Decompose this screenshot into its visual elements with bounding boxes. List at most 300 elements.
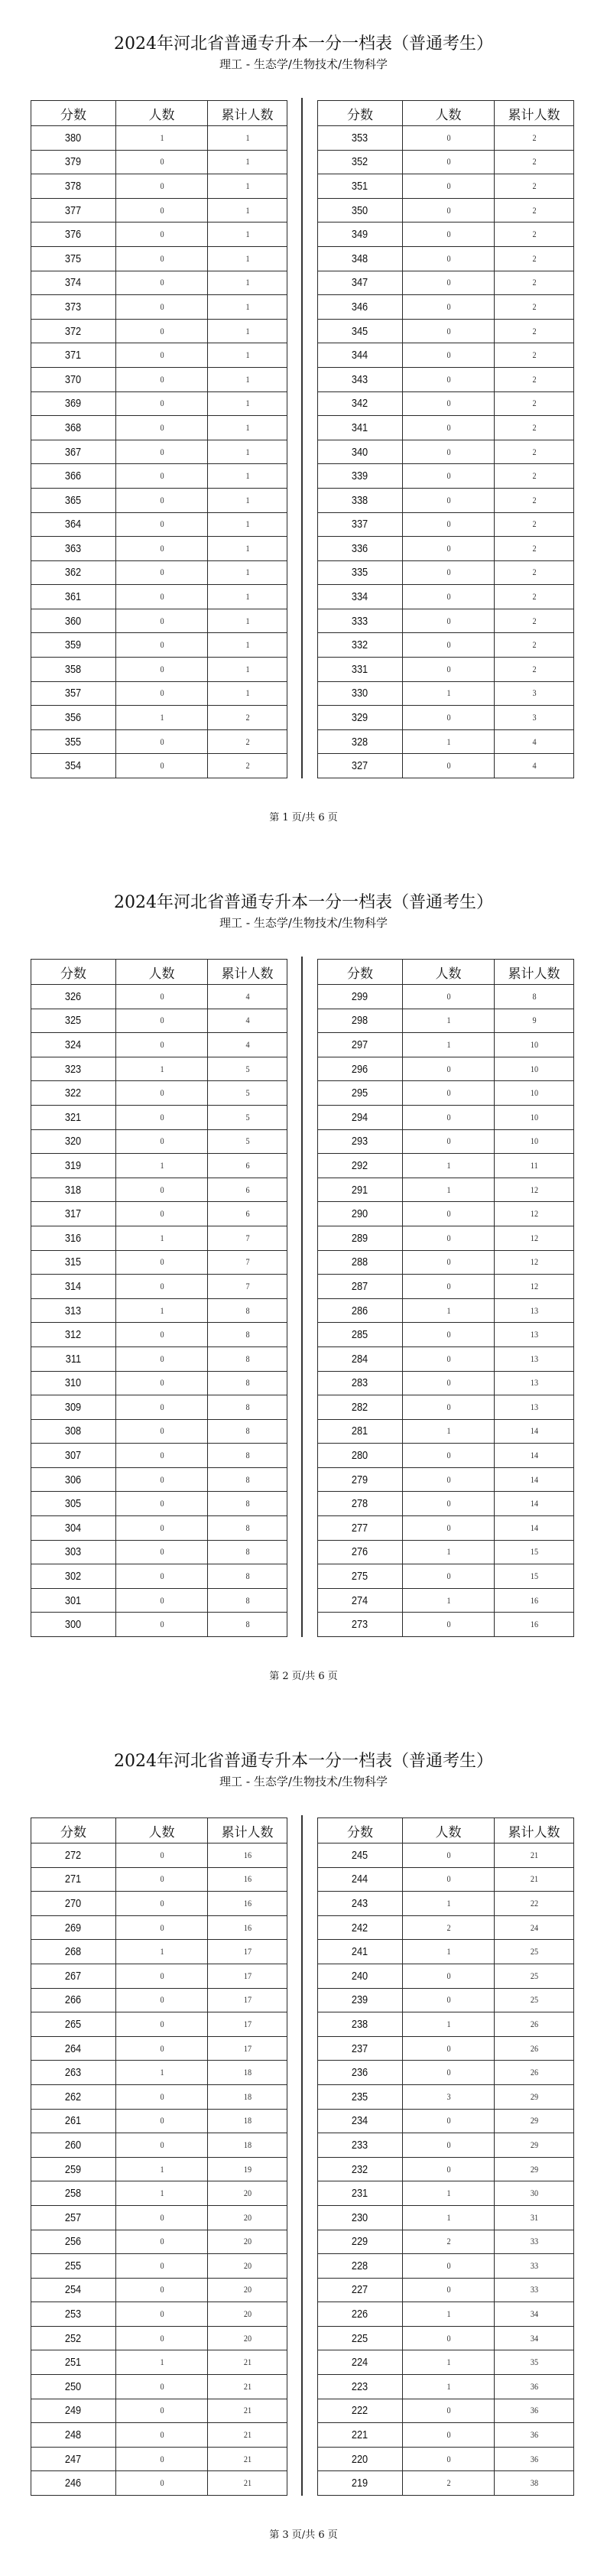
cumulative-value: 21 bbox=[530, 1873, 538, 1885]
table-row bbox=[318, 1105, 573, 1129]
cell-cumulative bbox=[494, 2037, 573, 2061]
page-title: 2024年河北省普通专升本一分一档表（普通考生） bbox=[114, 893, 493, 912]
score-value: 278 bbox=[352, 1497, 368, 1511]
count-value: 0 bbox=[159, 1522, 164, 1533]
table-row bbox=[318, 1057, 573, 1081]
score-value: 299 bbox=[352, 989, 368, 1003]
cumulative-value: 29 bbox=[530, 2139, 538, 2150]
score-value: 295 bbox=[352, 1087, 368, 1100]
score-value: 319 bbox=[65, 1158, 82, 1172]
table-row bbox=[31, 1201, 287, 1226]
table-row bbox=[31, 343, 287, 367]
table-row bbox=[318, 1612, 573, 1636]
cell-score bbox=[318, 1323, 402, 1346]
cell-cumulative bbox=[494, 2133, 573, 2157]
column-divider bbox=[301, 98, 303, 778]
cell-cumulative bbox=[494, 1154, 573, 1178]
score-value: 238 bbox=[352, 2017, 368, 2031]
count-value: 0 bbox=[446, 591, 451, 603]
table-row bbox=[318, 632, 573, 657]
cell-count bbox=[115, 658, 207, 681]
cell-cumulative bbox=[494, 633, 573, 657]
cell-cumulative bbox=[207, 1492, 287, 1515]
table-row bbox=[318, 246, 573, 271]
count-value: 0 bbox=[446, 542, 451, 554]
count-value: 0 bbox=[159, 1450, 164, 1461]
table-row bbox=[318, 1588, 573, 1613]
count-value: 0 bbox=[159, 1619, 164, 1630]
score-value: 285 bbox=[352, 1328, 368, 1342]
cumulative-value: 1 bbox=[245, 591, 250, 603]
cumulative-value: 31 bbox=[530, 2211, 538, 2223]
count-value: 0 bbox=[446, 398, 451, 409]
count-value: 0 bbox=[159, 1970, 164, 1981]
cell-cumulative bbox=[207, 561, 287, 585]
count-value: 0 bbox=[159, 300, 164, 312]
count-value: 1 bbox=[446, 2188, 451, 2199]
cell-count bbox=[115, 1395, 207, 1419]
cumulative-value: 26 bbox=[530, 2042, 538, 2054]
count-value: 1 bbox=[159, 1159, 164, 1171]
table-row bbox=[318, 2422, 573, 2447]
cell-score bbox=[318, 1916, 402, 1940]
count-value: 0 bbox=[446, 2405, 451, 2416]
cell-count bbox=[115, 223, 207, 246]
cell-count bbox=[402, 2181, 494, 2205]
count-value: 0 bbox=[159, 615, 164, 626]
table-row bbox=[31, 1564, 287, 1588]
cell-score bbox=[318, 2037, 402, 2061]
count-value: 0 bbox=[446, 615, 451, 626]
table-row bbox=[318, 415, 573, 440]
cell-cumulative bbox=[494, 706, 573, 729]
cell-count bbox=[402, 416, 494, 440]
cell-count bbox=[402, 2375, 494, 2399]
count-value: 1 bbox=[446, 1015, 451, 1026]
cell-cumulative bbox=[494, 1468, 573, 1492]
score-value: 331 bbox=[352, 662, 368, 676]
score-value: 338 bbox=[352, 493, 368, 507]
score-value: 360 bbox=[65, 614, 82, 628]
cumulative-value: 36 bbox=[530, 2405, 538, 2416]
cell-score bbox=[31, 1395, 115, 1419]
cell-cumulative bbox=[207, 126, 287, 150]
cell-count bbox=[402, 1057, 494, 1081]
table-row bbox=[31, 536, 287, 560]
count-value: 0 bbox=[446, 2139, 451, 2150]
cell-cumulative bbox=[494, 609, 573, 633]
count-value: 0 bbox=[446, 2067, 451, 2078]
page-subtitle: 理工 - 生态学/生物技术/生物科学 bbox=[219, 916, 388, 930]
cumulative-value: 2 bbox=[531, 180, 537, 191]
cell-score bbox=[318, 2254, 402, 2278]
cell-score bbox=[31, 1868, 115, 1892]
table-row bbox=[31, 1080, 287, 1105]
cumulative-value: 35 bbox=[530, 2357, 538, 2368]
cumulative-value: 26 bbox=[530, 2067, 538, 2078]
cell-score bbox=[31, 2085, 115, 2109]
cell-score bbox=[31, 392, 115, 416]
table-row bbox=[318, 1080, 573, 1105]
cell-count bbox=[115, 1226, 207, 1250]
table-row bbox=[318, 2109, 573, 2133]
count-value: 0 bbox=[159, 277, 164, 288]
cumulative-value: 29 bbox=[530, 2163, 538, 2175]
cell-cumulative bbox=[494, 2110, 573, 2133]
cell-cumulative bbox=[207, 1989, 287, 2012]
cell-score bbox=[318, 199, 402, 223]
table-row bbox=[318, 1843, 573, 1867]
cell-count bbox=[115, 1009, 207, 1033]
score-value: 249 bbox=[65, 2404, 82, 2418]
cell-count bbox=[115, 1130, 207, 1154]
count-value: 0 bbox=[446, 2332, 451, 2344]
count-value: 0 bbox=[159, 2211, 164, 2223]
cell-cumulative bbox=[494, 1940, 573, 1964]
score-value: 368 bbox=[65, 421, 82, 434]
table-row bbox=[318, 609, 573, 633]
cell-cumulative bbox=[207, 2350, 287, 2374]
score-value: 224 bbox=[352, 2356, 368, 2370]
cell-count bbox=[115, 1033, 207, 1057]
count-value: 0 bbox=[446, 2042, 451, 2054]
cell-cumulative bbox=[494, 2399, 573, 2423]
cumulative-value: 10 bbox=[530, 1111, 538, 1122]
count-value: 1 bbox=[446, 2211, 451, 2223]
table-row bbox=[318, 2205, 573, 2230]
cell-score bbox=[31, 1492, 115, 1515]
table-row bbox=[31, 271, 287, 295]
cell-count bbox=[402, 1372, 494, 1395]
table-row bbox=[318, 343, 573, 367]
cell-count bbox=[115, 151, 207, 174]
cumulative-value: 2 bbox=[531, 349, 537, 361]
cell-score bbox=[318, 754, 402, 778]
cell-score bbox=[31, 1347, 115, 1371]
header-score: 分数 bbox=[60, 966, 86, 982]
cell-score bbox=[31, 1892, 115, 1915]
count-value: 0 bbox=[446, 1401, 451, 1412]
table-row bbox=[318, 1298, 573, 1323]
table-row bbox=[318, 1032, 573, 1057]
count-value: 0 bbox=[446, 2284, 451, 2295]
cell-cumulative bbox=[207, 1106, 287, 1129]
cumulative-value: 1 bbox=[245, 300, 250, 312]
table-row bbox=[318, 174, 573, 198]
score-value: 300 bbox=[65, 1618, 82, 1632]
score-value: 221 bbox=[352, 2428, 368, 2442]
table-row bbox=[318, 463, 573, 488]
cell-count bbox=[115, 1940, 207, 1964]
table-row bbox=[31, 2181, 287, 2205]
table-row bbox=[31, 2253, 287, 2278]
cell-score bbox=[318, 1516, 402, 1540]
cell-score bbox=[318, 174, 402, 198]
table-row bbox=[318, 2012, 573, 2036]
count-value: 0 bbox=[446, 1377, 451, 1389]
count-value: 0 bbox=[159, 446, 164, 457]
cumulative-value: 8 bbox=[245, 1304, 250, 1316]
count-value: 2 bbox=[446, 2236, 451, 2247]
table-row bbox=[318, 198, 573, 223]
cell-count bbox=[402, 1420, 494, 1444]
cell-count bbox=[115, 1202, 207, 1226]
cumulative-value: 34 bbox=[530, 2332, 538, 2344]
header-cumulative: 累计人数 bbox=[207, 1818, 287, 1843]
cumulative-value: 2 bbox=[531, 373, 537, 385]
score-value: 328 bbox=[352, 735, 368, 749]
cell-count bbox=[115, 416, 207, 440]
table-row bbox=[31, 2350, 287, 2374]
cell-count bbox=[402, 1868, 494, 1892]
cell-score bbox=[318, 2012, 402, 2036]
cell-score bbox=[318, 489, 402, 512]
count-value: 0 bbox=[159, 736, 164, 747]
count-value: 0 bbox=[446, 1329, 451, 1340]
count-value: 0 bbox=[159, 2308, 164, 2320]
count-value: 0 bbox=[159, 156, 164, 167]
cell-cumulative bbox=[207, 730, 287, 754]
cumulative-value: 8 bbox=[245, 1546, 250, 1558]
cell-count bbox=[115, 1057, 207, 1081]
score-value: 262 bbox=[65, 2090, 82, 2103]
score-value: 225 bbox=[352, 2331, 368, 2345]
cell-score bbox=[318, 1468, 402, 1492]
table-row bbox=[31, 1588, 287, 1613]
cell-count bbox=[402, 2399, 494, 2423]
cell-count bbox=[402, 1081, 494, 1105]
cell-count bbox=[115, 2471, 207, 2495]
cumulative-value: 16 bbox=[243, 1897, 252, 1908]
count-value: 0 bbox=[159, 760, 164, 772]
score-value: 371 bbox=[65, 349, 82, 362]
score-value: 380 bbox=[65, 131, 82, 145]
cell-count bbox=[402, 561, 494, 585]
table-row bbox=[31, 2230, 287, 2254]
table-row bbox=[31, 2060, 287, 2084]
count-value: 0 bbox=[159, 567, 164, 578]
cell-score bbox=[318, 561, 402, 585]
cell-score bbox=[318, 1299, 402, 1323]
cell-score bbox=[318, 151, 402, 174]
table-row bbox=[318, 2350, 573, 2374]
cell-score bbox=[318, 1081, 402, 1105]
count-value: 0 bbox=[159, 2236, 164, 2247]
count-value: 0 bbox=[446, 494, 451, 505]
cell-score bbox=[318, 2375, 402, 2399]
cell-count bbox=[115, 1372, 207, 1395]
cell-count bbox=[115, 1492, 207, 1515]
cell-count bbox=[402, 464, 494, 488]
cell-score bbox=[31, 1202, 115, 1226]
count-value: 0 bbox=[446, 156, 451, 167]
count-value: 1 bbox=[446, 1594, 451, 1606]
table-row bbox=[31, 753, 287, 778]
table-row bbox=[31, 1298, 287, 1323]
count-value: 1 bbox=[159, 2357, 164, 2368]
cell-cumulative bbox=[207, 1564, 287, 1588]
score-value: 320 bbox=[65, 1135, 82, 1148]
cell-score bbox=[318, 1868, 402, 1892]
count-value: 0 bbox=[446, 229, 451, 240]
table-row bbox=[31, 2109, 287, 2133]
score-value: 254 bbox=[65, 2283, 82, 2297]
count-value: 1 bbox=[446, 2308, 451, 2320]
score-value: 251 bbox=[65, 2356, 82, 2370]
table-row bbox=[318, 536, 573, 560]
cell-count bbox=[402, 1541, 494, 1564]
cell-count bbox=[115, 2230, 207, 2254]
score-value: 255 bbox=[65, 2259, 82, 2272]
cell-count bbox=[115, 368, 207, 391]
table-row bbox=[31, 1250, 287, 1275]
score-value: 250 bbox=[65, 2379, 82, 2393]
cell-count bbox=[115, 633, 207, 657]
count-value: 0 bbox=[159, 542, 164, 554]
cell-score bbox=[31, 2254, 115, 2278]
table-row bbox=[318, 2447, 573, 2471]
table-row bbox=[318, 367, 573, 391]
page-footer: 第 2 页/共 6 页 bbox=[269, 1671, 338, 1682]
cumulative-value: 5 bbox=[245, 1111, 250, 1122]
cell-count bbox=[402, 1395, 494, 1419]
cell-score bbox=[318, 2110, 402, 2133]
cell-score bbox=[318, 1541, 402, 1564]
cell-count bbox=[115, 1589, 207, 1613]
cumulative-value: 1 bbox=[245, 615, 250, 626]
cell-cumulative bbox=[494, 2061, 573, 2084]
cell-score bbox=[318, 658, 402, 681]
cell-cumulative bbox=[207, 1589, 287, 1613]
cumulative-value: 20 bbox=[243, 2236, 252, 2247]
cumulative-value: 8 bbox=[245, 1329, 250, 1340]
count-value: 1 bbox=[159, 2163, 164, 2175]
cell-cumulative bbox=[494, 2327, 573, 2350]
score-value: 310 bbox=[65, 1376, 82, 1390]
table-row bbox=[31, 1612, 287, 1636]
page bbox=[0, 859, 607, 1717]
cell-count bbox=[115, 561, 207, 585]
cell-cumulative bbox=[494, 174, 573, 198]
cell-count bbox=[115, 682, 207, 706]
count-value: 0 bbox=[446, 518, 451, 530]
score-value: 332 bbox=[352, 638, 368, 652]
score-value: 261 bbox=[65, 2114, 82, 2128]
cell-count bbox=[402, 489, 494, 512]
cell-cumulative bbox=[494, 1541, 573, 1564]
table-row bbox=[318, 1226, 573, 1250]
table-row bbox=[31, 632, 287, 657]
cell-cumulative bbox=[207, 174, 287, 198]
cell-cumulative bbox=[207, 392, 287, 416]
cell-cumulative bbox=[207, 1347, 287, 1371]
cell-cumulative bbox=[207, 1323, 287, 1346]
cumulative-value: 17 bbox=[243, 1946, 252, 1957]
count-value: 0 bbox=[446, 132, 451, 143]
count-value: 0 bbox=[446, 325, 451, 336]
cell-cumulative bbox=[207, 2279, 287, 2302]
cell-cumulative bbox=[494, 416, 573, 440]
cell-cumulative bbox=[207, 537, 287, 560]
score-value: 296 bbox=[352, 1062, 368, 1076]
cumulative-value: 4 bbox=[531, 760, 537, 772]
cell-score bbox=[318, 2471, 402, 2495]
cell-cumulative bbox=[207, 2012, 287, 2036]
cell-count bbox=[402, 174, 494, 198]
table-row bbox=[31, 2399, 287, 2423]
cell-score bbox=[31, 537, 115, 560]
cell-score bbox=[31, 1057, 115, 1081]
table-row bbox=[318, 584, 573, 609]
count-value: 0 bbox=[159, 1594, 164, 1606]
cell-count bbox=[115, 1468, 207, 1492]
header-score: 分数 bbox=[60, 107, 86, 123]
cell-score bbox=[318, 537, 402, 560]
count-value: 0 bbox=[159, 1280, 164, 1291]
cumulative-value: 2 bbox=[245, 712, 250, 723]
cell-score bbox=[31, 2302, 115, 2326]
count-value: 0 bbox=[446, 1522, 451, 1533]
score-value: 307 bbox=[65, 1449, 82, 1463]
table-row bbox=[31, 1371, 287, 1395]
table-row bbox=[31, 174, 287, 198]
cell-score bbox=[31, 2181, 115, 2205]
score-value: 275 bbox=[352, 1570, 368, 1584]
count-value: 0 bbox=[446, 1571, 451, 1582]
table-row bbox=[318, 1201, 573, 1226]
score-value: 231 bbox=[352, 2187, 368, 2201]
cell-count bbox=[115, 1564, 207, 1588]
cumulative-value: 1 bbox=[245, 349, 250, 361]
cell-cumulative bbox=[494, 2423, 573, 2447]
cell-cumulative bbox=[494, 1081, 573, 1105]
cumulative-value: 1 bbox=[245, 373, 250, 385]
cell-cumulative bbox=[494, 1372, 573, 1395]
cell-score bbox=[318, 1009, 402, 1033]
cell-count bbox=[402, 271, 494, 295]
cell-score bbox=[31, 1275, 115, 1298]
cumulative-value: 5 bbox=[245, 1087, 250, 1099]
left-score-table bbox=[31, 959, 287, 1637]
count-value: 0 bbox=[159, 180, 164, 191]
score-value: 270 bbox=[65, 1896, 82, 1910]
score-value: 339 bbox=[352, 469, 368, 483]
count-value: 0 bbox=[446, 300, 451, 312]
count-value: 0 bbox=[446, 1063, 451, 1074]
score-value: 370 bbox=[65, 372, 82, 386]
cell-score bbox=[318, 464, 402, 488]
table-row bbox=[318, 560, 573, 585]
cell-score bbox=[318, 1989, 402, 2012]
cell-count bbox=[402, 295, 494, 319]
cell-score bbox=[318, 1444, 402, 1467]
cell-count bbox=[115, 247, 207, 271]
cumulative-value: 34 bbox=[530, 2308, 538, 2320]
cell-cumulative bbox=[494, 754, 573, 778]
cell-score bbox=[318, 2279, 402, 2302]
cell-count bbox=[115, 609, 207, 633]
table-row bbox=[318, 753, 573, 778]
cell-cumulative bbox=[207, 2254, 287, 2278]
score-value: 305 bbox=[65, 1497, 82, 1511]
cumulative-value: 7 bbox=[245, 1280, 250, 1291]
cumulative-value: 38 bbox=[530, 2477, 538, 2489]
cell-cumulative bbox=[494, 1202, 573, 1226]
cell-count bbox=[115, 1081, 207, 1105]
count-value: 1 bbox=[446, 1546, 451, 1558]
cell-score bbox=[31, 1033, 115, 1057]
cell-cumulative bbox=[494, 1868, 573, 1892]
